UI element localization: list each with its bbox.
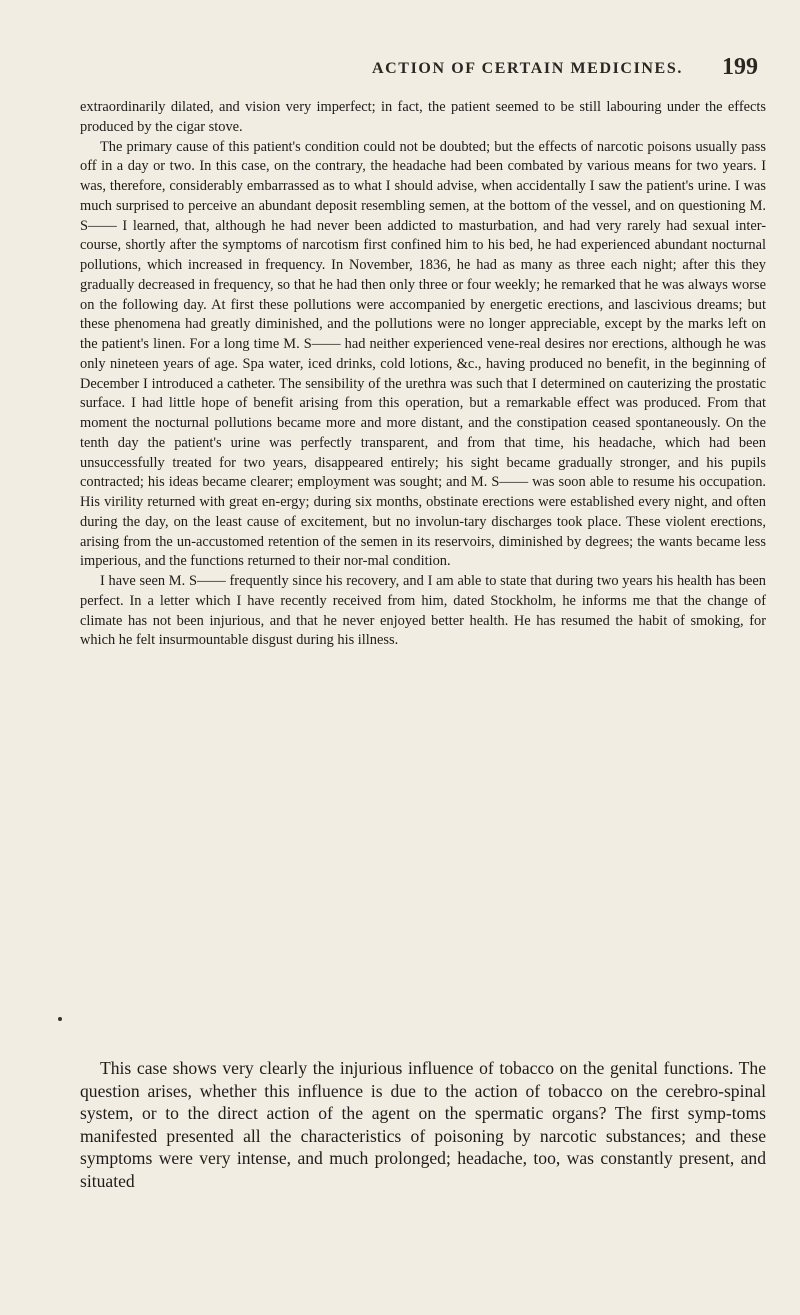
paragraph-commentary: This case shows very clearly the injurious influence of tobacco on the genital functions. The question arises, whether this influence is due to the action of tobacco on the cerebro-spinal system, or to the direct action of the agent on the spermatic organs? The first symp-toms manifested presented all the characteristics of poisoning by narcotic substances; and these symptoms were very intense, and much prolonged; headache, too, was constantly present, and situated bbox=[80, 1058, 766, 1191]
paragraph-follow-up: I have seen M. S—— frequently since his recovery, and I am able to state that during two years his health has been perfect. In a letter which I have recently received from him, dated Stockholm, he informs me that the change of climate has not been injurious, and that he never enjoyed better health. He has resumed the habit of smoking, for which he felt insurmountable disgust during his illness. bbox=[80, 573, 766, 649]
commentary-text bbox=[80, 1057, 766, 1193]
margin-mark bbox=[58, 1017, 62, 1021]
paragraph-primary-cause: The primary cause of this patient's condition could not be doubted; but the effects of narcotic poisons usually pass off in a day or two. In this case, on the contrary, the headache had been combated by various means for two years. I was, therefore, considerably embarrassed as to what I should advise, when accidentally I saw the patient's urine. I was much surprised to perceive an abundant deposit resembling semen, at the bottom of the vessel, and on questioning M. S—— I learned, that, although he had never been addicted to masturbation, and had very rarely had sexual inter-course, shortly after the symptoms of narcotism first confined him to his bed, he had experienced abundant nocturnal pollutions, which increased in frequency. In November, 1836, he had as many as three each night; after this they gradually decreased in frequency, so that he had then only three or four weekly; he remarked that he was always worse on the following day. At first these pollutions were accompanied by energetic erections, and lascivious dreams; but these phenomena had greatly diminished, and the pollutions were no longer appreciable, except by the marks left on the patient's linen. For a long time M. S—— had neither experienced vene-real desires nor erections, although he was only nineteen years of age. Spa water, iced drinks, cold lotions, &c., having produced no benefit, in the beginning of December I introduced a catheter. The sensibility of the urethra was such that I determined on cauterizing the prostatic surface. I had little hope of benefit arising from this operation, but a remarkable effect was produced. From that moment the nocturnal pollutions became more and more distant, and the constipation ceased spontaneously. On the tenth day the patient's urine was perfectly transparent, and from that time, his headache, which had been unsuccessfully treated for two years, disappeared entirely; his sight became gradually stronger, and his pupils contracted; his ideas became clearer; employment was sought; and M. S—— was soon able to resume his occupation. His virility returned with great en-ergy; during six months, obstinate erections were established every night, and often during the day, on the least cause of excitement, but no involun-tary discharges took place. These violent erections, arising from the un-accustomed retention of the semen in its reservoirs, diminished by degrees; the wants became less imperious, and the functions returned to their nor-mal condition. bbox=[80, 138, 766, 570]
case-report-text bbox=[80, 98, 766, 651]
running-head: ACTION OF CERTAIN MEDICINES. bbox=[372, 60, 683, 77]
page-number: 199 bbox=[722, 54, 758, 80]
paragraph-continued: extraordinarily dilated, and vision very imperfect; in fact, the patient seemed to be still labouring under the effects produced by the cigar stove. bbox=[80, 99, 766, 135]
